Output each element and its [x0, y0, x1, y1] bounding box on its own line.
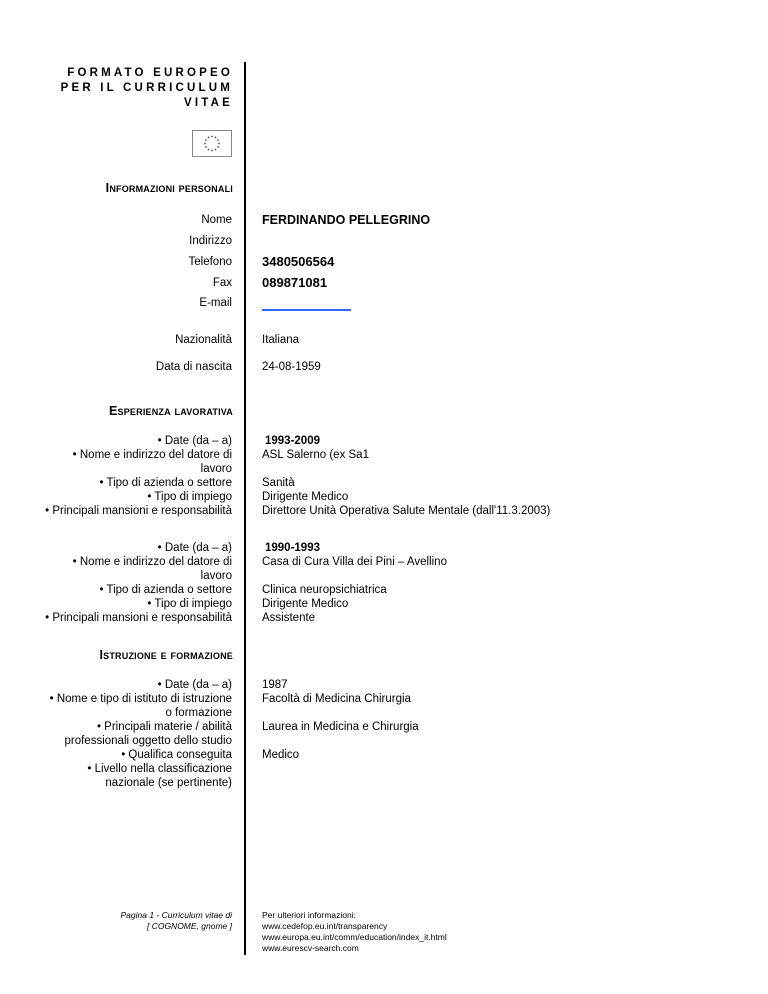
- label-dates: • Date (da – a): [157, 542, 232, 554]
- label-edu-institute: • Nome e tipo di istituto di istruzione: [49, 693, 232, 705]
- label-nationality: Nazionalità: [175, 334, 232, 346]
- footer-link-eurescv[interactable]: www.eurescv-search.com: [262, 943, 359, 953]
- label-employer-cont: lavoro: [200, 570, 232, 582]
- edu-dates: 1987: [262, 679, 288, 691]
- birthdate-value: 24-08-1959: [262, 361, 321, 373]
- first-name: FERDINANDO: [262, 213, 346, 227]
- last-name: PELLEGRINO: [348, 213, 431, 227]
- flag-star: [211, 136, 213, 138]
- label-name: Nome: [201, 214, 232, 226]
- footer-more-info: [262, 910, 447, 954]
- label-edu-subjects: • Principali materie / abilità: [96, 721, 232, 733]
- eu-stars-icon: [193, 131, 231, 156]
- exp2-values: [262, 541, 447, 625]
- flag-star: [208, 137, 210, 139]
- label-address: Indirizzo: [189, 235, 232, 247]
- label-edu-institute-cont: o formazione: [165, 707, 232, 719]
- fax-value: 089871081: [262, 275, 328, 290]
- phone-value: 3480506564: [262, 254, 335, 269]
- nationality-value: Italiana: [262, 334, 300, 346]
- exp2-duties: Assistente: [262, 612, 316, 624]
- eu-flag-icon: [192, 130, 232, 157]
- title-line-1: FORMATO EUROPEO: [67, 67, 233, 79]
- footer-link-europa[interactable]: www.europa.eu.int/comm/education/index_it.html: [262, 932, 447, 942]
- exp2-sector: Clinica neuropsichiatrica: [262, 584, 387, 596]
- label-birthdate: Data di nascita: [155, 361, 232, 373]
- label-job-type: • Tipo di impiego: [147, 598, 232, 610]
- label-edu-subjects-cont: professionali oggetto dello studio: [64, 735, 232, 747]
- education-values: [262, 678, 419, 762]
- label-employer: • Nome e indirizzo del datore di: [72, 449, 232, 461]
- label-edu-level-cont: nazionale (se pertinente): [105, 777, 232, 789]
- label-phone: Telefono: [188, 256, 232, 268]
- education-labels: [30, 678, 232, 790]
- exp2-labels: [40, 541, 232, 625]
- exp1-labels: [40, 434, 232, 518]
- label-edu-qualification: • Qualifica conseguita: [121, 749, 232, 761]
- footer-page-info: [40, 910, 232, 932]
- exp2-employer: Casa di Cura Villa dei Pini – Avellino: [262, 556, 447, 568]
- section-heading-personal: Informazioni personali: [105, 181, 233, 195]
- flag-star: [217, 139, 219, 141]
- edu-qualification: Medico: [262, 749, 300, 761]
- exp2-dates: 1990-1993: [265, 542, 320, 554]
- footer-page-line-2: [ COGNOME, gnome ]: [146, 921, 232, 931]
- exp1-sector: Sanità: [262, 477, 295, 489]
- flag-star: [204, 143, 206, 145]
- label-fax: Fax: [212, 277, 232, 289]
- label-edu-dates: • Date (da – a): [157, 679, 232, 691]
- flag-star: [215, 149, 217, 151]
- vertical-divider: [244, 62, 246, 955]
- footer-link-cedefop[interactable]: www.cedefop.eu.int/transparency: [262, 921, 388, 931]
- section-heading-experience: Esperienza lavorativa: [108, 404, 233, 418]
- label-duties: • Principali mansioni e responsabilità: [45, 505, 232, 517]
- exp1-duties: Direttore Unità Operativa Salute Mentale (dall'11.3.2003): [262, 505, 551, 517]
- label-duties: • Principali mansioni e responsabilità: [45, 612, 232, 624]
- email-link-underline[interactable]: [262, 309, 351, 311]
- flag-star: [205, 146, 207, 148]
- exp1-employer: ASL Salerno (ex Sa1: [262, 449, 369, 461]
- flag-star: [217, 146, 219, 148]
- label-edu-level: • Livello nella classificazione: [87, 763, 232, 775]
- title-line-2: PER IL CURRICULUM: [60, 82, 233, 94]
- exp1-job-type: Dirigente Medico: [262, 491, 349, 503]
- edu-subjects: Laurea in Medicina e Chirurgia: [262, 721, 419, 733]
- footer-info-heading: Per ulteriori informazioni:: [262, 910, 357, 920]
- label-job-type: • Tipo di impiego: [147, 491, 232, 503]
- edu-institute: Facoltà di Medicina Chirurgia: [262, 693, 411, 705]
- exp1-dates: 1993-2009: [265, 435, 320, 447]
- label-sector: • Tipo di azienda o settore: [99, 584, 232, 596]
- flag-star: [205, 139, 207, 141]
- label-employer: • Nome e indirizzo del datore di: [72, 556, 232, 568]
- flag-star: [211, 150, 213, 152]
- label-sector: • Tipo di azienda o settore: [99, 477, 232, 489]
- flag-star: [215, 137, 217, 139]
- cv-format-title: [40, 66, 233, 111]
- label-employer-cont: lavoro: [200, 463, 232, 475]
- flag-star: [218, 143, 220, 145]
- exp1-values: [262, 434, 550, 518]
- label-dates: • Date (da – a): [157, 435, 232, 447]
- label-email: E-mail: [199, 297, 232, 309]
- footer-page-line-1: Pagina 1 - Curriculum vitae di: [120, 910, 232, 920]
- exp2-job-type: Dirigente Medico: [262, 598, 349, 610]
- full-name: [262, 213, 430, 227]
- title-line-3: VITAE: [183, 97, 233, 109]
- flag-star: [208, 149, 210, 151]
- section-heading-education: Istruzione e formazione: [99, 648, 233, 662]
